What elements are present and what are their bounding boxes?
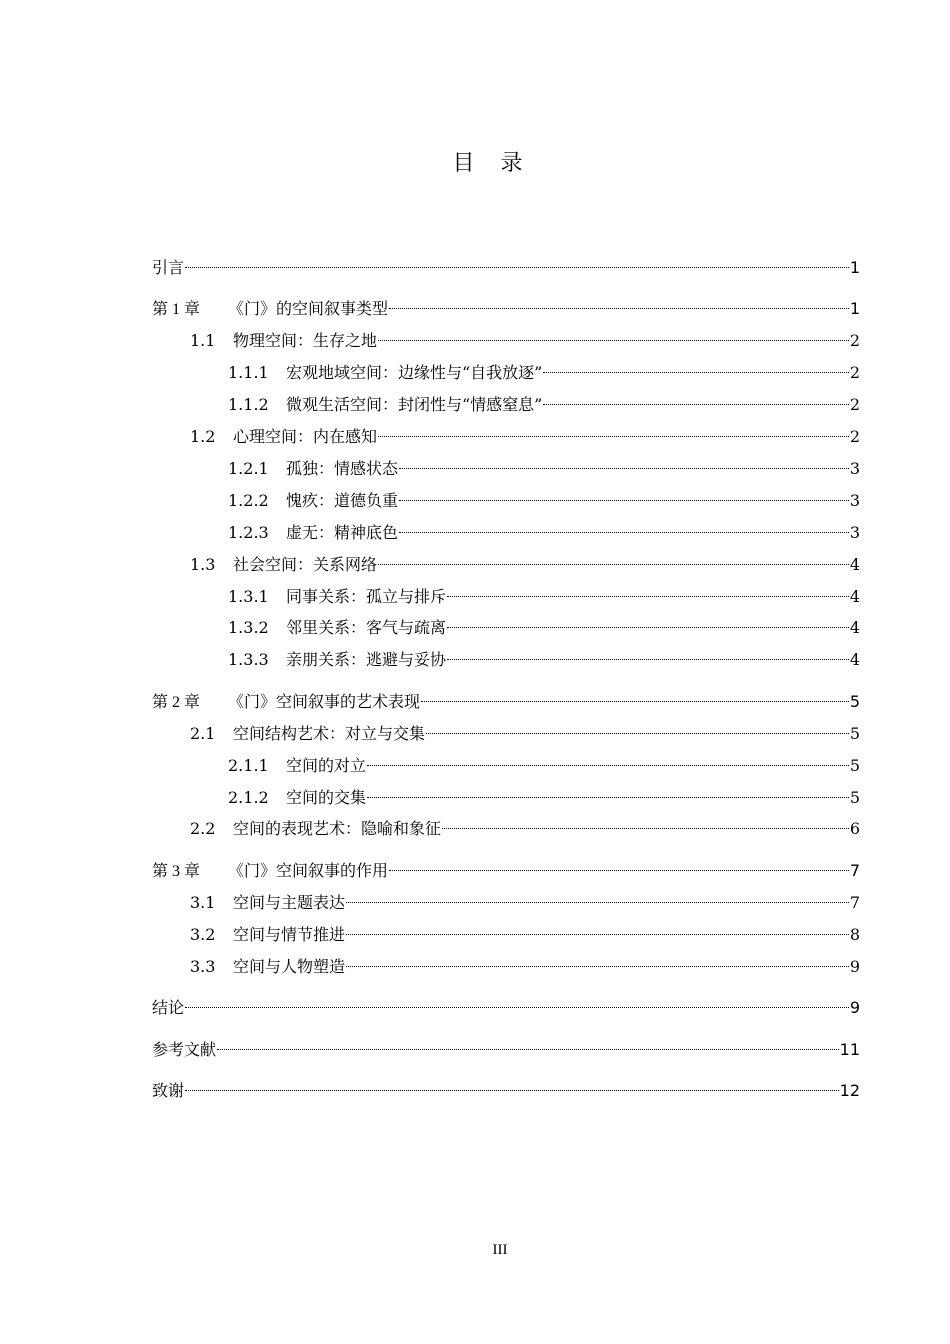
toc-entry-number: 2.1 [190,724,216,743]
toc-entry-number: 1.3.2 [228,618,269,637]
toc-entry-1-2-3[interactable] [228,521,860,545]
toc-entry-chapter-1[interactable] [152,297,860,321]
toc-entry-number: 第 3 章 [152,863,201,880]
toc-entry-page: 5 [849,724,860,743]
dot-leader [389,308,849,309]
toc-entry-text: 空间的对立 [286,756,367,775]
toc-entry-1-3-2[interactable] [228,616,860,640]
toc-entry-text: 亲朋关系：逃避与妥协 [286,650,447,669]
toc-entry-chapter-2[interactable] [152,690,860,714]
toc-entry-chapter-3[interactable] [152,859,860,883]
dot-leader [389,870,849,871]
dot-leader [378,436,849,437]
toc-entry-page: 7 [849,861,860,880]
toc-entry-page: 5 [849,692,860,711]
toc-entry-page: 5 [849,788,860,807]
toc-entry-text: 结论 [152,998,185,1017]
toc-entry-number: 2.2 [190,819,216,838]
toc-entry-text: 空间的交集 [286,788,367,807]
toc-entry-text: 孤独：情感状态 [286,459,399,478]
toc-entry-1-2[interactable] [190,425,860,449]
dot-leader [447,627,849,628]
toc-entry-page: 1 [849,258,860,277]
toc-entry-number: 1.2.3 [228,523,269,542]
toc-entry-page: 8 [849,925,860,944]
toc-entry-page: 3 [849,491,860,510]
toc-entry-number: 1.1.2 [228,395,269,414]
toc-entry-number: 1.3 [190,555,216,574]
toc-entry-text: 引言 [152,258,185,277]
toc-entry-text: 空间与主题表达 [233,893,346,912]
toc-entry-page: 3 [849,523,860,542]
toc-entry-1-3-3[interactable] [228,648,860,672]
toc-entry-text: 《门》空间叙事的艺术表现 [228,692,421,711]
dot-leader [367,797,849,798]
toc-entry-1-2-2[interactable] [228,489,860,513]
toc-entry-1-2-1[interactable] [228,457,860,481]
toc-entry-2-1-2[interactable] [228,786,860,810]
toc-entry-page: 3 [849,459,860,478]
dot-leader [447,596,849,597]
toc-entry-page: 4 [849,650,860,669]
toc-entry-number: 1.2.2 [228,491,269,510]
toc-entry-acknowledgements[interactable] [152,1079,860,1103]
toc-entry-text: 参考文献 [152,1040,217,1059]
toc-entry-number: 3.1 [190,893,216,912]
toc-entry-1-3-1[interactable] [228,585,860,609]
toc-entry-conclusion[interactable] [152,996,860,1020]
dot-leader [421,701,849,702]
toc-entry-number: 2.1.1 [228,756,269,775]
toc-entry-page: 4 [849,587,860,606]
dot-leader [217,1049,839,1050]
toc-entry-intro[interactable] [152,256,860,280]
dot-leader [399,468,849,469]
toc-entry-3-1[interactable] [190,891,860,915]
dot-leader [346,934,849,935]
toc-entry-number: 1.3.3 [228,650,269,669]
dot-leader [185,1090,839,1091]
toc-entry-page: 4 [849,618,860,637]
toc-entry-page: 6 [849,819,860,838]
toc-entry-page: 1 [849,299,860,318]
page-title: 目 录 [452,151,525,176]
toc-entry-text: 《门》空间叙事的作用 [228,861,389,880]
dot-leader [346,966,849,967]
toc-entry-page: 11 [839,1040,860,1059]
dot-leader [426,733,849,734]
dot-leader [442,828,849,829]
toc-entry-number: 3.3 [190,957,216,976]
toc-entry-page: 12 [839,1081,860,1100]
toc-entry-text: 空间的表现艺术：隐喻和象征 [233,819,442,838]
toc-entry-text: 社会空间：关系网络 [233,555,378,574]
toc-entry-3-2[interactable] [190,923,860,947]
toc-entry-number: 1.1.1 [228,363,269,382]
toc-entry-1-1[interactable] [190,329,860,353]
toc-entry-text: 邻里关系：客气与疏离 [286,618,447,637]
dot-leader [185,267,849,268]
toc-entry-2-2[interactable] [190,817,860,841]
toc-entry-references[interactable] [152,1038,860,1062]
toc-entry-text: 心理空间：内在感知 [233,427,378,446]
toc-entry-number: 1.3.1 [228,587,269,606]
dot-leader [447,659,849,660]
dot-leader [378,564,849,565]
toc-entry-number: 3.2 [190,925,216,944]
dot-leader [185,1007,849,1008]
toc-entry-number: 1.2.1 [228,459,269,478]
dot-leader [378,340,849,341]
toc-entry-3-3[interactable] [190,955,860,979]
toc-entry-number: 1.1 [190,331,216,350]
toc-entry-number: 第 2 章 [152,694,201,711]
toc-entry-number: 1.2 [190,427,216,446]
dot-leader [399,500,849,501]
toc-entry-page: 2 [849,427,860,446]
toc-entry-page: 9 [849,957,860,976]
toc-entry-page: 2 [849,331,860,350]
toc-entry-page: 2 [849,395,860,414]
toc-entry-page: 7 [849,893,860,912]
toc-entry-text: 物理空间：生存之地 [233,331,378,350]
dot-leader [399,532,849,533]
toc-entry-text: 《门》的空间叙事类型 [228,299,389,318]
toc-entry-text: 虚无：精神底色 [286,523,399,542]
toc-entry-page: 5 [849,756,860,775]
toc-entry-text: 宏观地域空间：边缘性与“自我放逐” [286,363,543,382]
toc-entry-page: 4 [849,555,860,574]
toc-entry-2-1[interactable] [190,722,860,746]
toc-entry-page: 2 [849,363,860,382]
toc-entry-1-1-2[interactable] [228,393,860,417]
toc-entry-page: 9 [849,998,860,1017]
toc-entry-text: 致谢 [152,1081,185,1100]
toc-entry-2-1-1[interactable] [228,754,860,778]
footer-page-number: III [492,1242,508,1258]
toc-entry-text: 同事关系：孤立与排斥 [286,587,447,606]
dot-leader [543,404,848,405]
dot-leader [346,902,849,903]
toc-entry-number: 2.1.2 [228,788,269,807]
dot-leader [367,765,849,766]
toc-entry-number: 第 1 章 [152,301,201,318]
toc-entry-text: 空间与人物塑造 [233,957,346,976]
toc-entry-text: 愧疚：道德负重 [286,491,399,510]
toc-entry-text: 空间结构艺术：对立与交集 [233,724,426,743]
toc-entry-text: 微观生活空间：封闭性与“情感窒息” [286,395,543,414]
toc-entry-1-1-1[interactable] [228,361,860,385]
dot-leader [543,372,848,373]
toc-entry-1-3[interactable] [190,553,860,577]
toc-entry-text: 空间与情节推进 [233,925,346,944]
